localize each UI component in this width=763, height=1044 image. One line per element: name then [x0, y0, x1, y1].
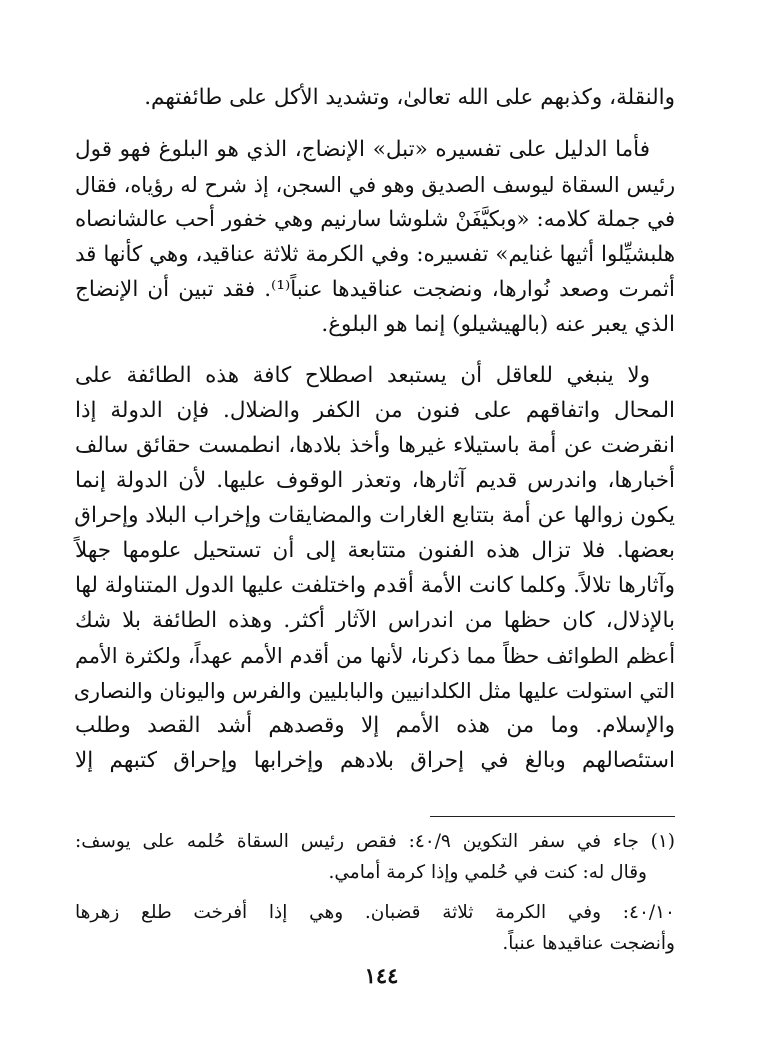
- text-line: الذي يعبر عنه (بالهيشيلو) إنما هو البلوغ.: [321, 312, 675, 337]
- text-line: استئصالهم وبالغ في إحراق بلادهم وإخرابها وإحراق كتبهم إلا: [75, 748, 675, 773]
- page-number: ١٤٤: [364, 963, 399, 988]
- footnote-line: وأنضجت عناقيدها عنباً.: [502, 933, 675, 954]
- text-line: المحال واتفاقهم على فنون من الكفر والضلال. فإن الدولة إذا: [75, 398, 675, 423]
- footnote-line: (١) جاء في سفر التكوين ٤٠/٩: فقص رئيس السقاة حُلمه على يوسف:: [75, 831, 676, 852]
- text-line: ولا ينبغي للعاقل أن يستبعد اصطلاح كافة هذه الطائفة على: [75, 363, 650, 388]
- footnote-line: ٤٠/١٠: وفي الكرمة ثلاثة قضبان. وهي إذا أفرخت طلع زهرها: [75, 902, 675, 923]
- text-line: بالإذلال، كان حظها من اندراس الآثار أكثر. وهذه الطائفة بلا شك: [75, 608, 675, 633]
- text-line: والنقلة، وكذبهم على الله تعالىٰ، وتشديد الأكل على طائفتهم.: [144, 85, 675, 110]
- text-line: هلبشيِّلوا أثيها غنايم» تفسيره: وفي الكرمة ثلاثة عناقيد، وهي كأنها قد: [75, 242, 675, 267]
- text-line: أخبارها، واندرس قديم آثارها، وتعذر الوقوف عليها. لأن الدولة إنما: [75, 468, 675, 493]
- text-line: بعضها. فلا تزال هذه الفنون متتابعة إلى أن تستحيل علومها جهلاً: [75, 538, 675, 563]
- footnote-line: وقال له: كنت في حُلمي وإذا كرمة أمامي.: [328, 862, 647, 883]
- text-line: رئيس السقاة ليوسف الصديق وهو في السجن، إذ شرح له رؤياه، فقال: [75, 173, 675, 197]
- text-line: في جملة كلامه: «وبكيَّفَنْ شلوشا سارنيم وهي خفور أحب عالشانصاه: [75, 207, 675, 232]
- text-line: يكون زوالها عن أمة بتتابع الغارات والمضايقات وإخراب البلاد وإحراق: [74, 503, 675, 528]
- footnote-divider: [430, 816, 675, 817]
- text-line: وآثارها تلالاً. وكلما كانت الأمة أقدم واختلفت عليها الدول المتناولة لها: [74, 573, 675, 598]
- text-line: أعظم الطوائف حظاً مما ذكرنا، لأنها من أقدم الأمم عهداً، ولكثرة الأمم: [75, 644, 675, 668]
- text-line: فأما الدليل على تفسيره «تبل» الإنضاج، الذي هو البلوغ فهو قول: [75, 137, 650, 162]
- text-line: انقرضت عن أمة باستيلاء غيرها وأخذ بلادها، انطمست حقائق سالف: [75, 433, 675, 458]
- text-line: والإسلام. وما من هذه الأمم إلا وقصدهم أشد القصد وطلب: [75, 713, 675, 738]
- text-line: أثمرت وصعد نُوارها، ونضجت عناقيدها عنباً⁽¹⁾. فقد تبين أن الإنضاج: [75, 277, 675, 302]
- text-line: التي استولت عليها مثل الكلدانيين والبابليين والفرس واليونان والنصارى: [73, 679, 675, 703]
